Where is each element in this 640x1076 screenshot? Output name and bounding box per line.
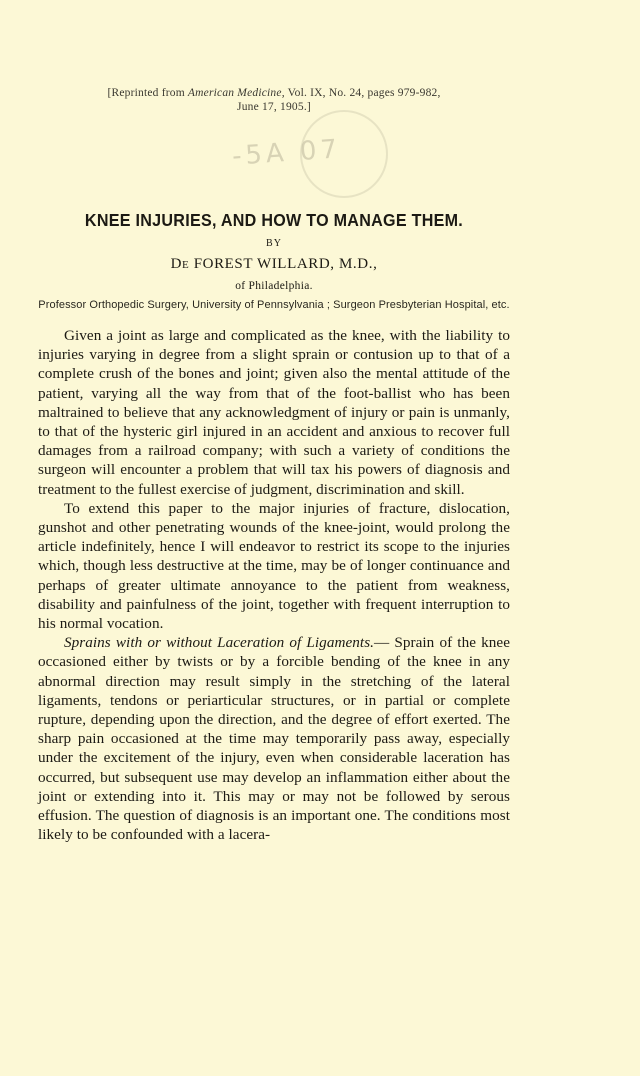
paragraph-3 (38, 633, 510, 844)
reprint-prefix: [Reprinted from (107, 87, 188, 99)
author-affiliation: of Philadelphia. (235, 280, 313, 292)
reprint-notice (38, 86, 510, 114)
article-body (38, 326, 510, 844)
author-position: Professor Orthopedic Surgery, University of Pennsylvania ; Surgeon Presbyterian Hospital, etc. (38, 299, 510, 311)
article-title: KNEE INJURIES, AND HOW TO MANAGE THEM. (84, 210, 464, 230)
section-heading-sprains: Sprains with or without Laceration of Ligaments. (64, 634, 375, 652)
paragraph-1: Given a joint as large and complicated as the knee, with the liability to injuries varying in degree from a slight sprain or contusion up to that of a complete crush of the bones and joint; given also the mental attitude of the patient, varying all the way from that of the foot-ballist who has been maltrained to believe that any acknowledgment of injury or pain is unmanly, to that of the hysteric girl injured in an accident and anxious to recover full damages from a railroad company; with such a variety of conditions the surgeon will encounter a problem that will tax his powers of diagnosis and treatment to the fullest exercise of judgment, discrimination and skill. (38, 327, 510, 498)
library-stamp: -5A 07 (231, 134, 342, 172)
paragraph-3-text: — Sprain of the knee occasioned either by twists or by a forcible bending of the knee in any abnormal direction may result simply in the stretching of the lateral ligaments, tendons or periarticular structures, or in partial or complete rupture, depending upon the direction, and the degree of effort exerted. The sharp pain occasioned at the time may temporarily pass away, especially under the excitement of the injury, even when considerable laceration has occurred, but subsequent use may develop an inflammation either about the joint or extending into it. This may or may not be followed by serous effusion. The question of diagnosis is an important one. The conditions most likely to be confounded with a lacera- (38, 634, 510, 844)
journal-name: American Medicine, (187, 87, 285, 99)
author-name-prefix: De (170, 256, 190, 272)
reprint-details: Vol. IX, No. 24, pages 979-982, (284, 87, 441, 99)
paragraph-2: To extend this paper to the major injuries of fracture, dislocation, gunshot and other penetrating wounds of the knee-joint, would prolong the article indefinitely, hence I will endeavor to restrict its scope to the injuries which, though less destructive at the time, may be of longer continuance and perhaps of greater ultimate annoyance to the patient from weakness, disability and painfulness of the joint, together with frequent interruption to his normal vocation. (38, 499, 510, 633)
author-name (38, 256, 510, 273)
reprint-citation (38, 86, 510, 114)
byline-by: BY (266, 238, 282, 249)
reprint-date: June 17, 1905.] (237, 101, 311, 113)
author-name-rest: FOREST WILLARD, M.D., (189, 256, 378, 272)
